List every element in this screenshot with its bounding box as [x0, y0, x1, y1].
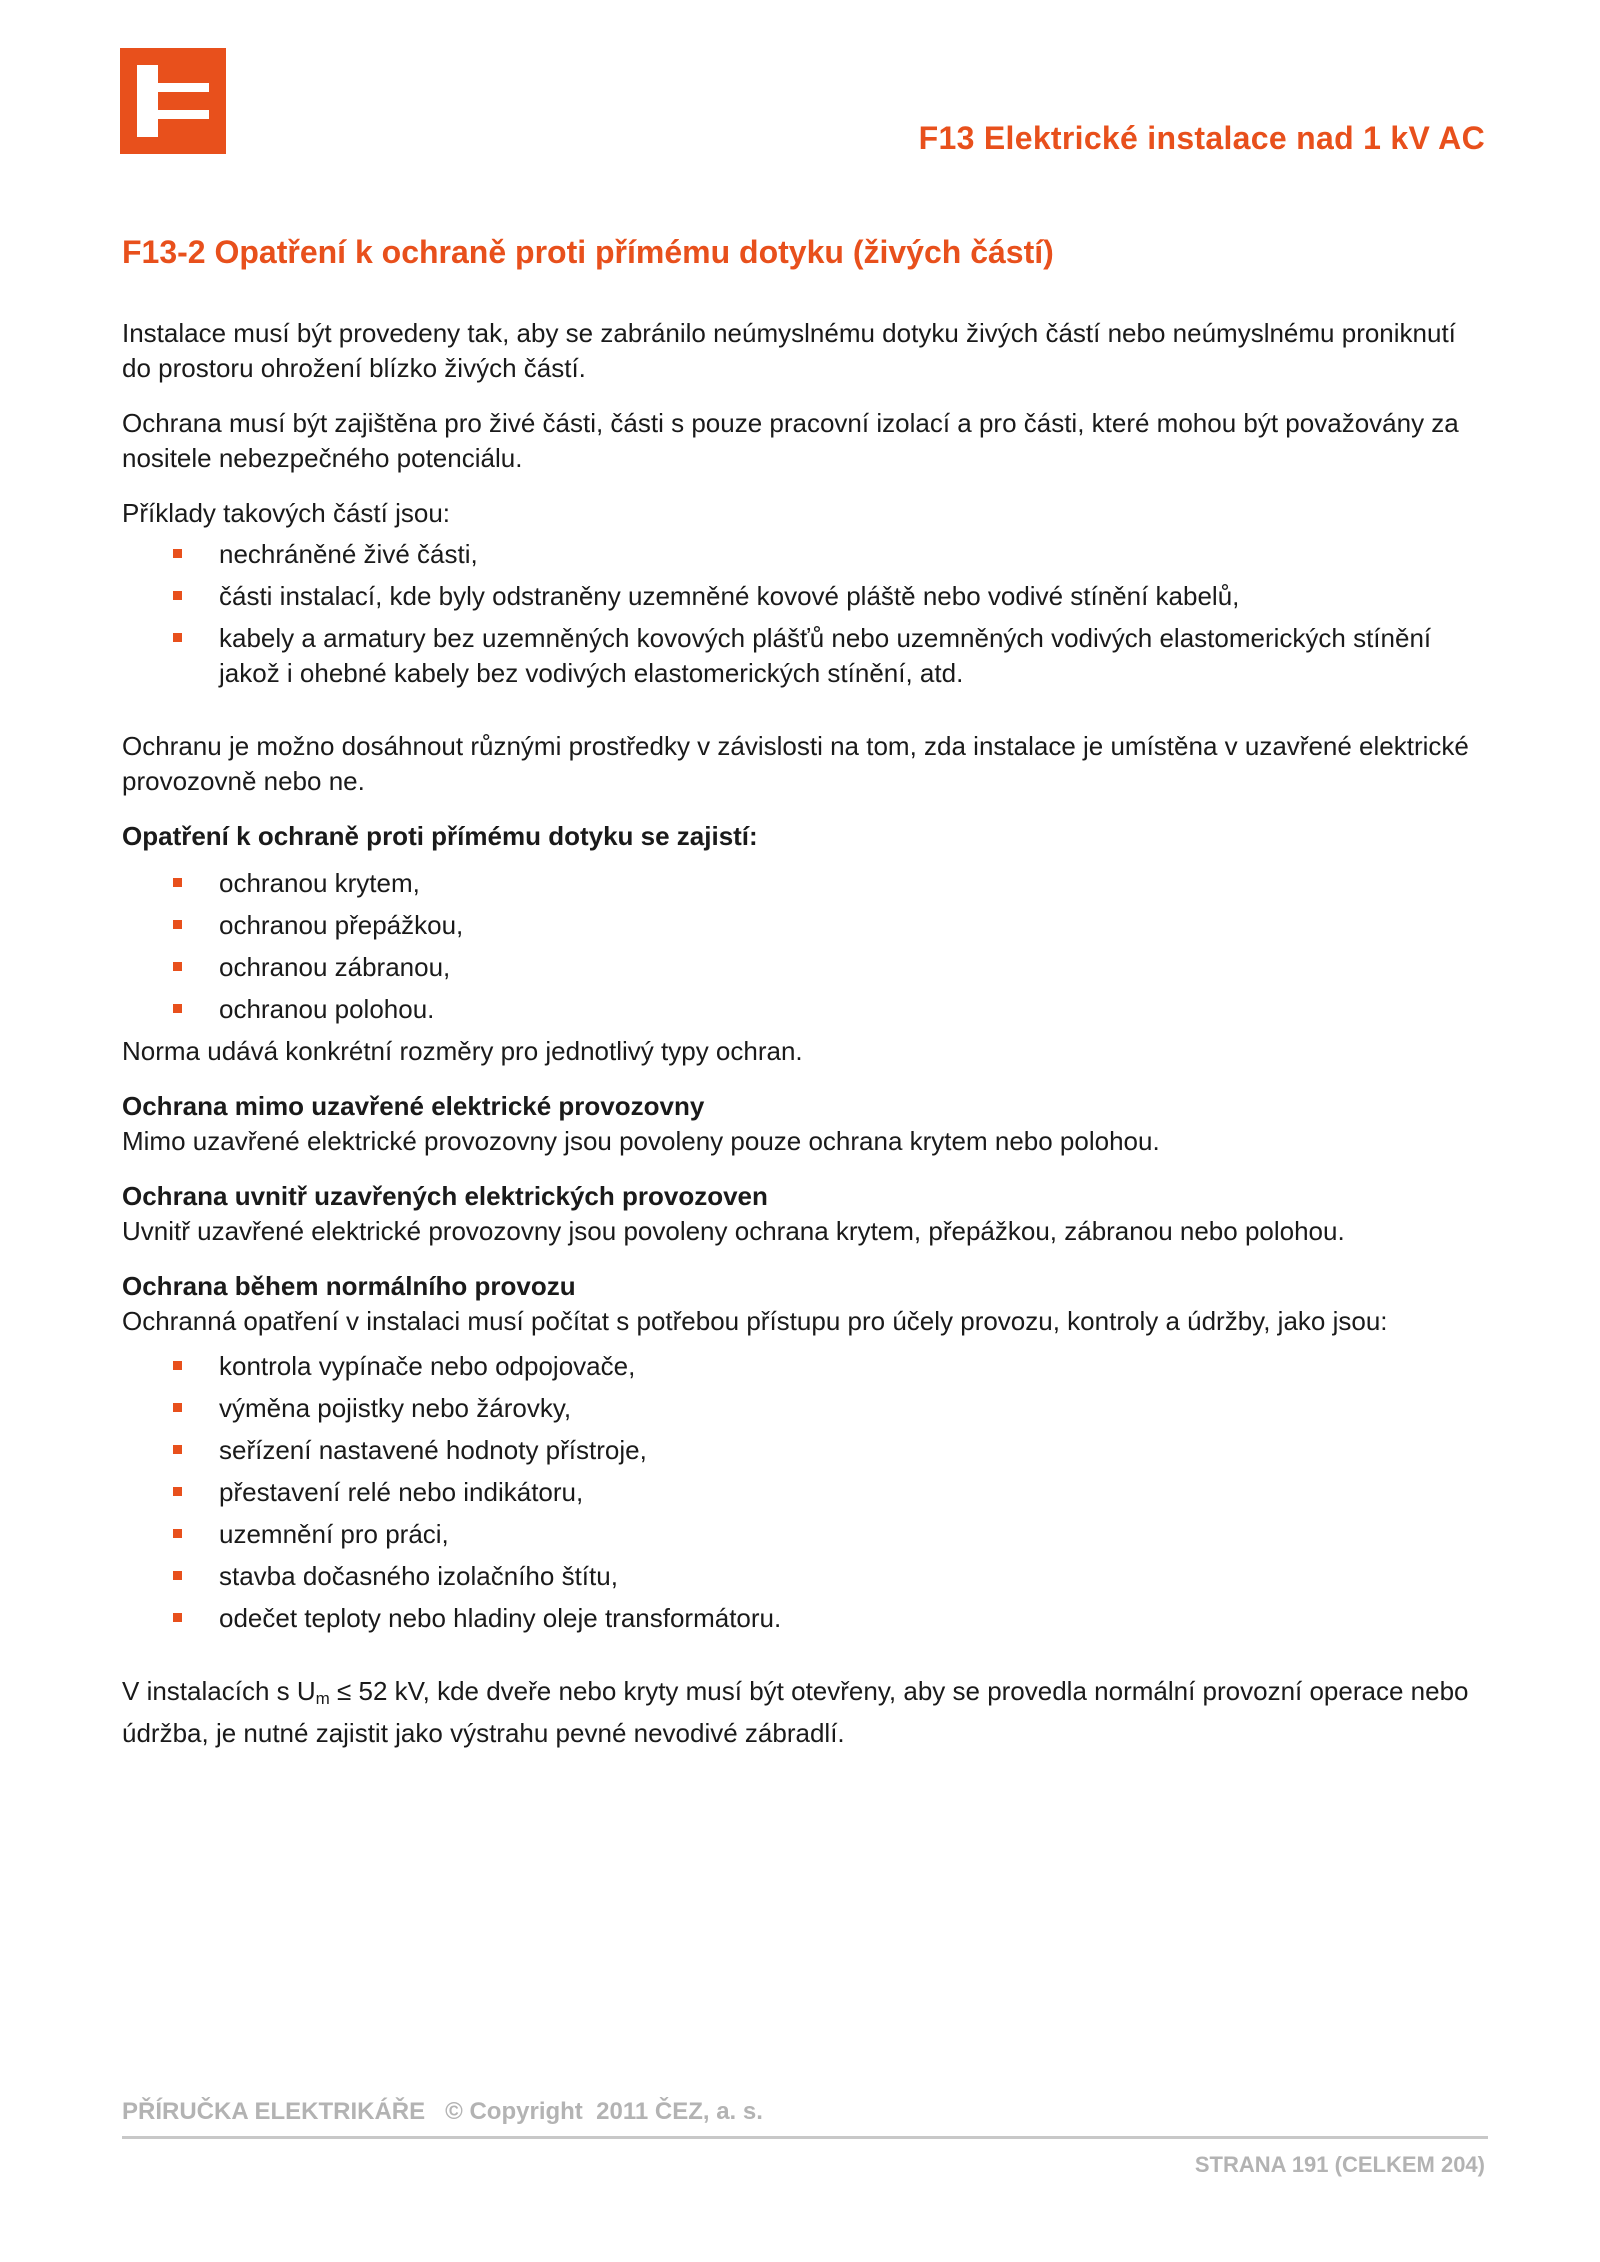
- bullet-icon: [173, 1613, 182, 1622]
- paragraph-examples: Příklady takových částí jsou:: [122, 498, 451, 528]
- page-number: STRANA 191 (CELKEM 204): [1194, 2152, 1485, 2177]
- cez-logo: [120, 48, 226, 154]
- bullet-icon: [173, 549, 182, 558]
- bullet-icon: [173, 1529, 182, 1538]
- chapter-title: F13 Elektrické instalace nad 1 kV AC: [918, 120, 1485, 156]
- bullet-icon: [173, 1445, 182, 1454]
- list-examples: [122, 537, 1482, 691]
- list-item: ochranou polohou.: [122, 992, 1482, 1027]
- section-title: F13-2 Opatření k ochraně proti přímému dotyku (živých částí): [122, 234, 1054, 270]
- list-item: seřízení nastavené hodnoty přístroje,: [122, 1433, 1482, 1468]
- paragraph-means: Ochranu je možno dosáhnout různými prostředky v závislosti na tom, zda instalace je umístěna v uzavřené elektrické provozovně nebo ne.: [122, 731, 1469, 796]
- bullet-icon: [173, 633, 182, 642]
- list-item: kontrola vypínače nebo odpojovače,: [122, 1349, 1482, 1384]
- bullet-icon: [173, 591, 182, 600]
- bullet-icon: [173, 1361, 182, 1370]
- heading-normal-operation: Ochrana během normálního provozu: [122, 1271, 576, 1301]
- list-item: části instalací, kde byly odstraněny uzemněné kovové pláště nebo vodivé stínění kabelů,: [122, 579, 1482, 614]
- bullet-icon: [173, 878, 182, 887]
- paragraph-outside: Mimo uzavřené elektrické provozovny jsou povoleny pouze ochrana krytem nebo polohou.: [122, 1126, 1160, 1156]
- bullet-icon: [173, 1487, 182, 1496]
- paragraph-inside: Uvnitř uzavřené elektrické provozovny jsou povoleny ochrana krytem, přepážkou, zábranou nebo polohou.: [122, 1216, 1345, 1246]
- list-item: ochranou přepážkou,: [122, 908, 1482, 943]
- paragraph-protection: Ochrana musí být zajištěna pro živé části, části s pouze pracovní izolací a pro části, které mohou být považovány za nositele nebezpečného potenciálu.: [122, 408, 1459, 473]
- bullet-icon: [173, 920, 182, 929]
- paragraph-normal-operation: Ochranná opatření v instalaci musí počítat s potřebou přístupu pro účely provozu, kontroly a údržby, jako jsou:: [122, 1306, 1388, 1336]
- list-item: nechráněné živé části,: [122, 537, 1482, 572]
- paragraph-final: V instalacích s $U_m \le 52$ kV, kde dveře nebo kryty musí být otevřeny, aby se provedla normální provozní operace nebo údržba, je nutné zajistit jako výstrahu pevné nevodivé zábradlí.: [122, 1676, 1469, 1748]
- bullet-icon: [173, 1571, 182, 1580]
- list-item: kabely a armatury bez uzemněných kovových plášťů nebo uzemněných vodivých elastomerických stínění jakož i ohebné kabely bez vodivých elastomerických stínění, atd.: [122, 621, 1482, 691]
- list-operations: [122, 1349, 1482, 1636]
- footer-copyright: PŘÍRUČKA ELEKTRIKÁŘE © Copyright 2011 ČEZ, a. s.: [122, 2098, 763, 2125]
- list-item: ochranou krytem,: [122, 866, 1482, 901]
- paragraph-intro: Instalace musí být provedeny tak, aby se zabránilo neúmyslnému dotyku živých částí nebo neúmyslnému proniknutí do prostoru ohrožení blízko živých částí.: [122, 318, 1456, 383]
- paragraph-norm: Norma udává konkrétní rozměry pro jednotlivý typy ochran.: [122, 1036, 803, 1066]
- list-item: uzemnění pro práci,: [122, 1517, 1482, 1552]
- footer-divider: [122, 2136, 1488, 2139]
- heading-inside: Ochrana uvnitř uzavřených elektrických provozoven: [122, 1181, 768, 1211]
- list-measures: [122, 866, 1482, 1027]
- list-item: přestavení relé nebo indikátoru,: [122, 1475, 1482, 1510]
- list-item: výměna pojistky nebo žárovky,: [122, 1391, 1482, 1426]
- bullet-icon: [173, 1004, 182, 1013]
- list-item: ochranou zábranou,: [122, 950, 1482, 985]
- heading-outside: Ochrana mimo uzavřené elektrické provozovny: [122, 1091, 705, 1121]
- bullet-icon: [173, 962, 182, 971]
- list-item: odečet teploty nebo hladiny oleje transformátoru.: [122, 1601, 1482, 1636]
- list-item: stavba dočasného izolačního štítu,: [122, 1559, 1482, 1594]
- bullet-icon: [173, 1403, 182, 1412]
- heading-measures: Opatření k ochraně proti přímému dotyku se zajistí:: [122, 821, 758, 851]
- document-body: [122, 232, 1482, 1751]
